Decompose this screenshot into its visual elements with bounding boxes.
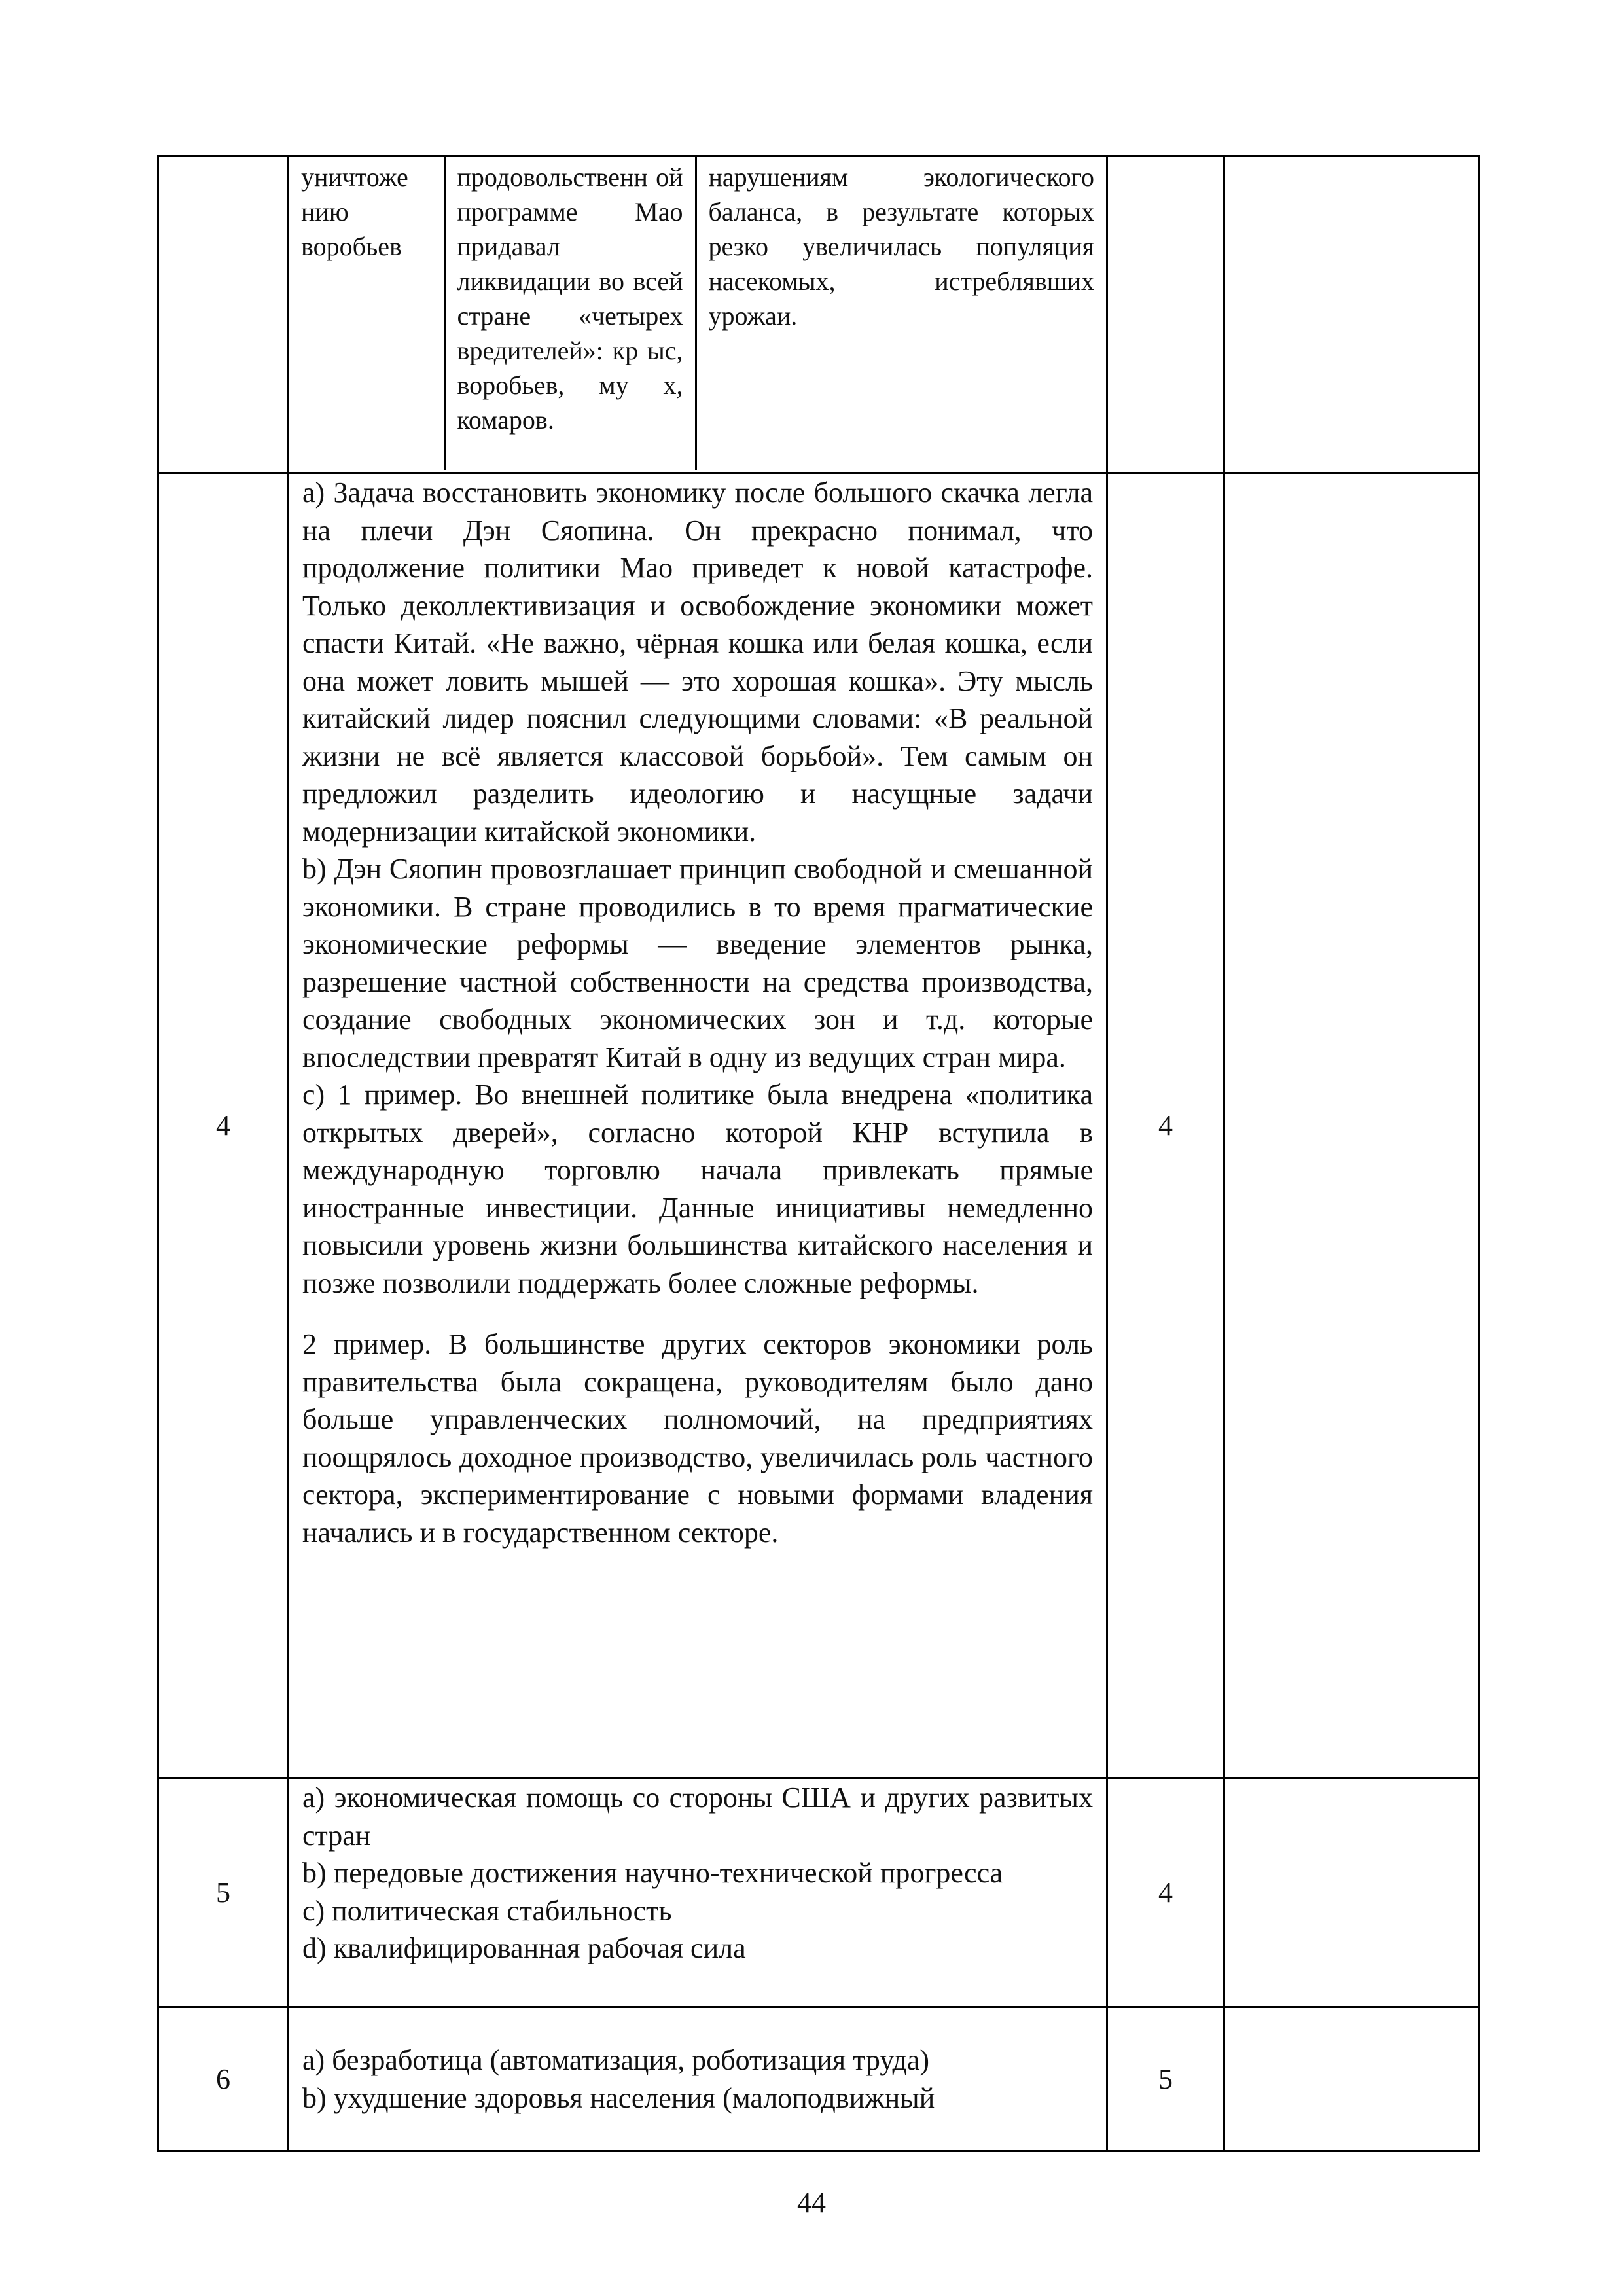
answer-cell bbox=[289, 473, 1107, 1778]
extra-cell bbox=[1224, 1778, 1479, 2007]
answer-paragraph: b) передовые достижения научно-технической прогресса bbox=[302, 1857, 1003, 1889]
score-cell: 4 bbox=[1107, 473, 1224, 1778]
inner-cell-1: уничтоже нию воробьев bbox=[289, 157, 444, 470]
answer-table bbox=[157, 155, 1480, 2152]
answer-paragraph: a) Задача восстановить экономику после большого скачка легла на плечи Дэн Сяопина. Он прекрасно понимал, что продолжение политики Мао приведет к новой катастрофе. Только деколлективизация и освобождение экономики может спасти Китай. «Не важно, чёрная кошка или белая кошка, если она может ловить мышей — это хорошая кошка». Эту мысль китайский лидер пояснил следующими словами: «В реальной жизни не всё является классовой борьбой». Тем самым он предложил разделить идеологию и насущные задачи модернизации китайской экономики. bbox=[302, 476, 1093, 848]
row-number-cell: 4 bbox=[158, 473, 289, 1778]
answer-paragraph: a) безработица (автоматизация, роботизация труда) bbox=[302, 2044, 930, 2076]
table-row bbox=[158, 2007, 1479, 2151]
extra-cell bbox=[1224, 2007, 1479, 2151]
score-cell: 4 bbox=[1107, 1778, 1224, 2007]
answer-paragraph: a) экономическая помощь со стороны США и других развитых стран bbox=[302, 1782, 1093, 1852]
row-number-cell: 6 bbox=[158, 2007, 289, 2151]
answer-paragraph: c) политическая стабильность bbox=[302, 1894, 672, 1927]
page-number: 44 bbox=[797, 2187, 826, 2219]
inner-cell-3: нарушениям экологического баланса, в результате которых резко увеличилась популяция насекомых, истреблявших урожаи. bbox=[708, 162, 1094, 331]
answer-paragraph: 2 пример. В большинстве других секторов экономики роль правительства была сокращена, руководителям было дано больше управленческих полномочий, на предприятиях поощрялось доходное производство, увеличилась роль частного сектора, экспериментирование с новыми формами владения начались и в государственном секторе. bbox=[302, 1328, 1093, 1549]
answer-paragraph: b) ухудшение здоровья населения (малоподвижный bbox=[302, 2081, 935, 2114]
score-cell bbox=[1107, 156, 1224, 473]
inner-table bbox=[289, 157, 1106, 470]
row-number-cell bbox=[158, 156, 289, 473]
inner-cell-2: продовольственн ой программе Мао придавал ликвидации во всей стране «четырех вредителей»: кр ыс, воробьев, му х, комаров. bbox=[444, 157, 696, 470]
answer-cell bbox=[289, 156, 1107, 473]
answer-cell bbox=[289, 1778, 1107, 2007]
answer-paragraph: c) 1 пример. Во внешней политике была внедрена «политика открытых дверей», согласно которой КНР вступила в международную торговлю начала привлекать прямые иностранные инвестиции. Данные инициативы немедленно повысили уровень жизни большинства китайского населения и позже позволили поддержать более сложные реформы. bbox=[302, 1079, 1093, 1299]
table-row bbox=[158, 156, 1479, 473]
extra-cell bbox=[1224, 473, 1479, 1778]
extra-cell bbox=[1224, 156, 1479, 473]
table-row bbox=[158, 1778, 1479, 2007]
answer-paragraph: d) квалифицированная рабочая сила bbox=[302, 1932, 746, 1964]
score-cell: 5 bbox=[1107, 2007, 1224, 2151]
row-number-cell: 5 bbox=[158, 1778, 289, 2007]
answer-paragraph: b) Дэн Сяопин провозглашает принцип свободной и смешанной экономики. В стране проводились в то время прагматические экономические реформы — введение элементов рынка, разрешение частной собственности на средства производства, создание свободных экономических зон и т.д. которые впоследствии превратят Китай в одну из ведущих стран мира. bbox=[302, 853, 1093, 1073]
table-row bbox=[158, 473, 1479, 1778]
answer-cell bbox=[289, 2007, 1107, 2151]
